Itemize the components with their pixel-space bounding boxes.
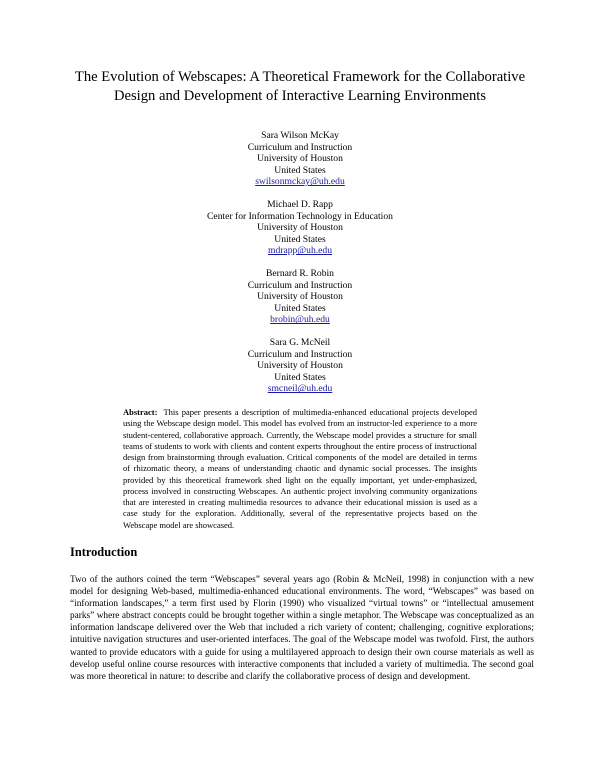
paper-title — [40, 68, 560, 106]
author-email-link[interactable]: mdrapp@uh.edu — [268, 245, 332, 257]
author-university: University of Houston — [257, 153, 343, 165]
author-department: Curriculum and Instruction — [247, 141, 353, 153]
introduction-paragraph: Two of the authors coined the term “Webscapes” several years ago (Robin & McNeil, 1998) in conjunction with a new model for designing Web-based, multimedia-enhanced educational environments. The word, “Webscapes” was based on “information landscapes,” a term first used by Florin (1990) who visualized “virtual towns” or “intellectual amusement parks” where abstract concepts could be brought together within a single metaphor. The Webscape was conceptualized as an information landscape delivered over the Web that included a rich variety of content; challenging, cognitive explorations; intuitive navigation structures and user-oriented interfaces. The goal of the Webscape model was twofold. First, the authors wanted to provide educators with a guide for using a multilayered approach to design their own course materials as well as develop useful online course resources with interactive components that included a variety of multimedia. The second goal was more theoretical in nature: to describe and clarify the collaborative process of design and development. — [70, 575, 534, 682]
author-block-mcneil — [100, 337, 500, 395]
author-department: Curriculum and Instruction — [247, 279, 353, 291]
author-name: Michael D. Rapp — [267, 199, 333, 210]
author-country: United States — [274, 164, 326, 176]
author-email-link[interactable]: smcneil@uh.edu — [267, 383, 333, 395]
abstract-text: This paper presents a description of multimedia-enhanced educational projects developed using the Webscape design model. This model has evolved from an instructor-led experience to a more student-centered, collaborative approach. Currently, the Webscape model provides a structure for small teams of students to work with clients and content experts throughout the entire process of instructional design from brainstorming through evaluation. Critical components of the model are detailed in terms of rhizomatic theory, a means of understanding chaotic and dynamic social processes. The insights provided by this theoretical framework shed light on the equally important, yet under-emphasized, process involved in constructing Webscapes. An authentic project involving community organizations that are interested in creating multimedia resources to advance their educational mission is used as a case study for the exploration. Additionally, several of the representative projects based on the Webscape model are showcased. — [123, 407, 477, 530]
author-email-link[interactable]: brobin@uh.edu — [270, 314, 330, 326]
author-department: Center for Information Technology in Education — [207, 210, 393, 222]
author-name: Bernard R. Robin — [266, 268, 334, 279]
title-line-1: The Evolution of Webscapes: A Theoretical Framework for the Collaborative — [74, 69, 526, 85]
author-country: United States — [274, 233, 326, 245]
section-heading-introduction: Introduction — [70, 545, 138, 559]
abstract — [123, 407, 477, 531]
author-country: United States — [274, 302, 326, 314]
author-block-mckay — [100, 130, 500, 188]
author-block-rapp — [100, 199, 500, 257]
author-block-robin — [100, 268, 500, 326]
author-university: University of Houston — [257, 222, 343, 234]
author-name: Sara G. McNeil — [269, 337, 331, 348]
abstract-label: Abstract: — [123, 407, 158, 417]
author-email-link[interactable]: swilsonmckay@uh.edu — [255, 176, 345, 188]
author-university: University of Houston — [257, 360, 343, 372]
author-name: Sara Wilson McKay — [261, 130, 339, 141]
author-department: Curriculum and Instruction — [247, 348, 353, 360]
title-line-2: Design and Development of Interactive Learning Environments — [113, 88, 487, 104]
author-university: University of Houston — [257, 291, 343, 303]
author-country: United States — [274, 371, 326, 383]
